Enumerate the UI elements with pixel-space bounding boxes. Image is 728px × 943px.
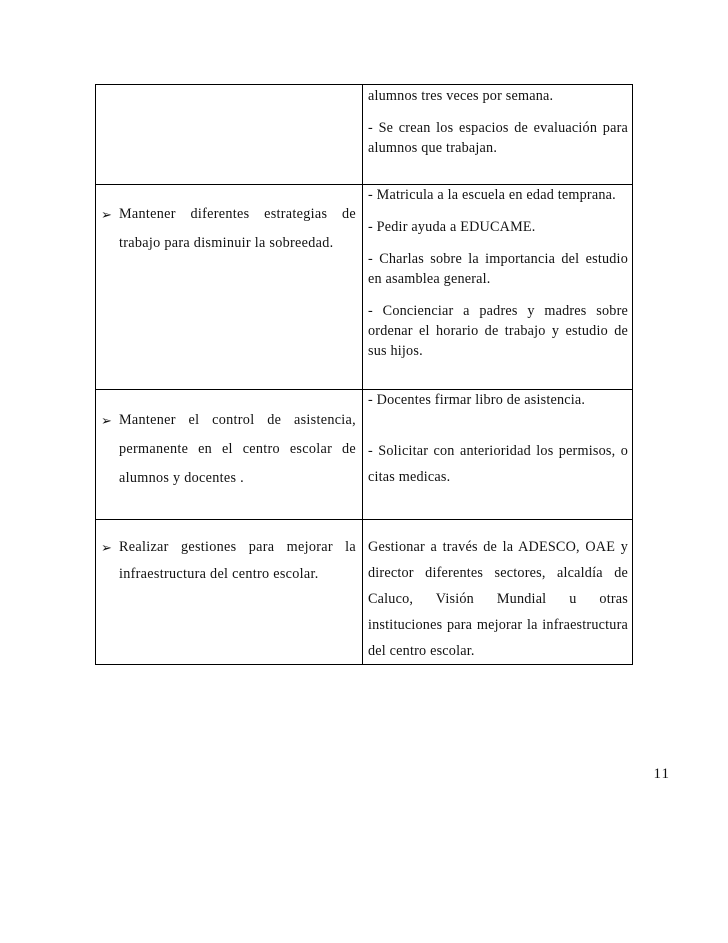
action-text: - Charlas sobre la importancia del estudio en asamblea general. bbox=[368, 251, 628, 287]
actions-cell bbox=[363, 85, 633, 185]
arrow-bullet-icon: ➢ bbox=[101, 207, 113, 222]
action-text: - Pedir ayuda a EDUCAME. bbox=[368, 219, 536, 235]
objective-text: Realizar gestiones para mejorar la infraestructura del centro escolar. bbox=[119, 539, 356, 582]
action-text: - Solicitar con anterioridad los permisos, o citas medicas. bbox=[368, 443, 628, 485]
actions-cell bbox=[363, 185, 633, 390]
arrow-bullet-icon: ➢ bbox=[101, 413, 113, 428]
objective-cell bbox=[96, 390, 363, 520]
objective-cell bbox=[96, 85, 363, 185]
list-item bbox=[101, 200, 356, 258]
action-text: Gestionar a través de la ADESCO, OAE y director diferentes sectores, alcaldía de Caluco, Visión Mundial u otras instituciones para mejorar la infraestructura del centro escolar. bbox=[368, 539, 628, 659]
actions-cell bbox=[363, 390, 633, 520]
objective-text: Mantener el control de asistencia, permanente en el centro escolar de alumnos y docentes . bbox=[119, 412, 356, 486]
table-row bbox=[96, 185, 633, 390]
objective-text: Mantener diferentes estrategias de trabajo para disminuir la sobreedad. bbox=[119, 206, 356, 251]
actions-cell bbox=[363, 520, 633, 665]
action-text: - Concienciar a padres y madres sobre ordenar el horario de trabajo y estudio de sus hijos. bbox=[368, 303, 628, 359]
table-row bbox=[96, 390, 633, 520]
action-text: - Se crean los espacios de evaluación para alumnos que trabajan. bbox=[368, 120, 628, 156]
table-row bbox=[96, 520, 633, 665]
page-number: 11 bbox=[653, 766, 670, 782]
action-text: alumnos tres veces por semana. bbox=[368, 88, 554, 104]
action-text: - Matricula a la escuela en edad temprana. bbox=[368, 187, 616, 203]
list-item bbox=[101, 406, 356, 493]
objective-cell bbox=[96, 185, 363, 390]
action-plan-table bbox=[95, 84, 633, 665]
list-item bbox=[101, 534, 356, 588]
table-row bbox=[96, 85, 633, 185]
arrow-bullet-icon: ➢ bbox=[101, 540, 113, 555]
objective-cell bbox=[96, 520, 363, 665]
action-text: - Docentes firmar libro de asistencia. bbox=[368, 392, 586, 408]
